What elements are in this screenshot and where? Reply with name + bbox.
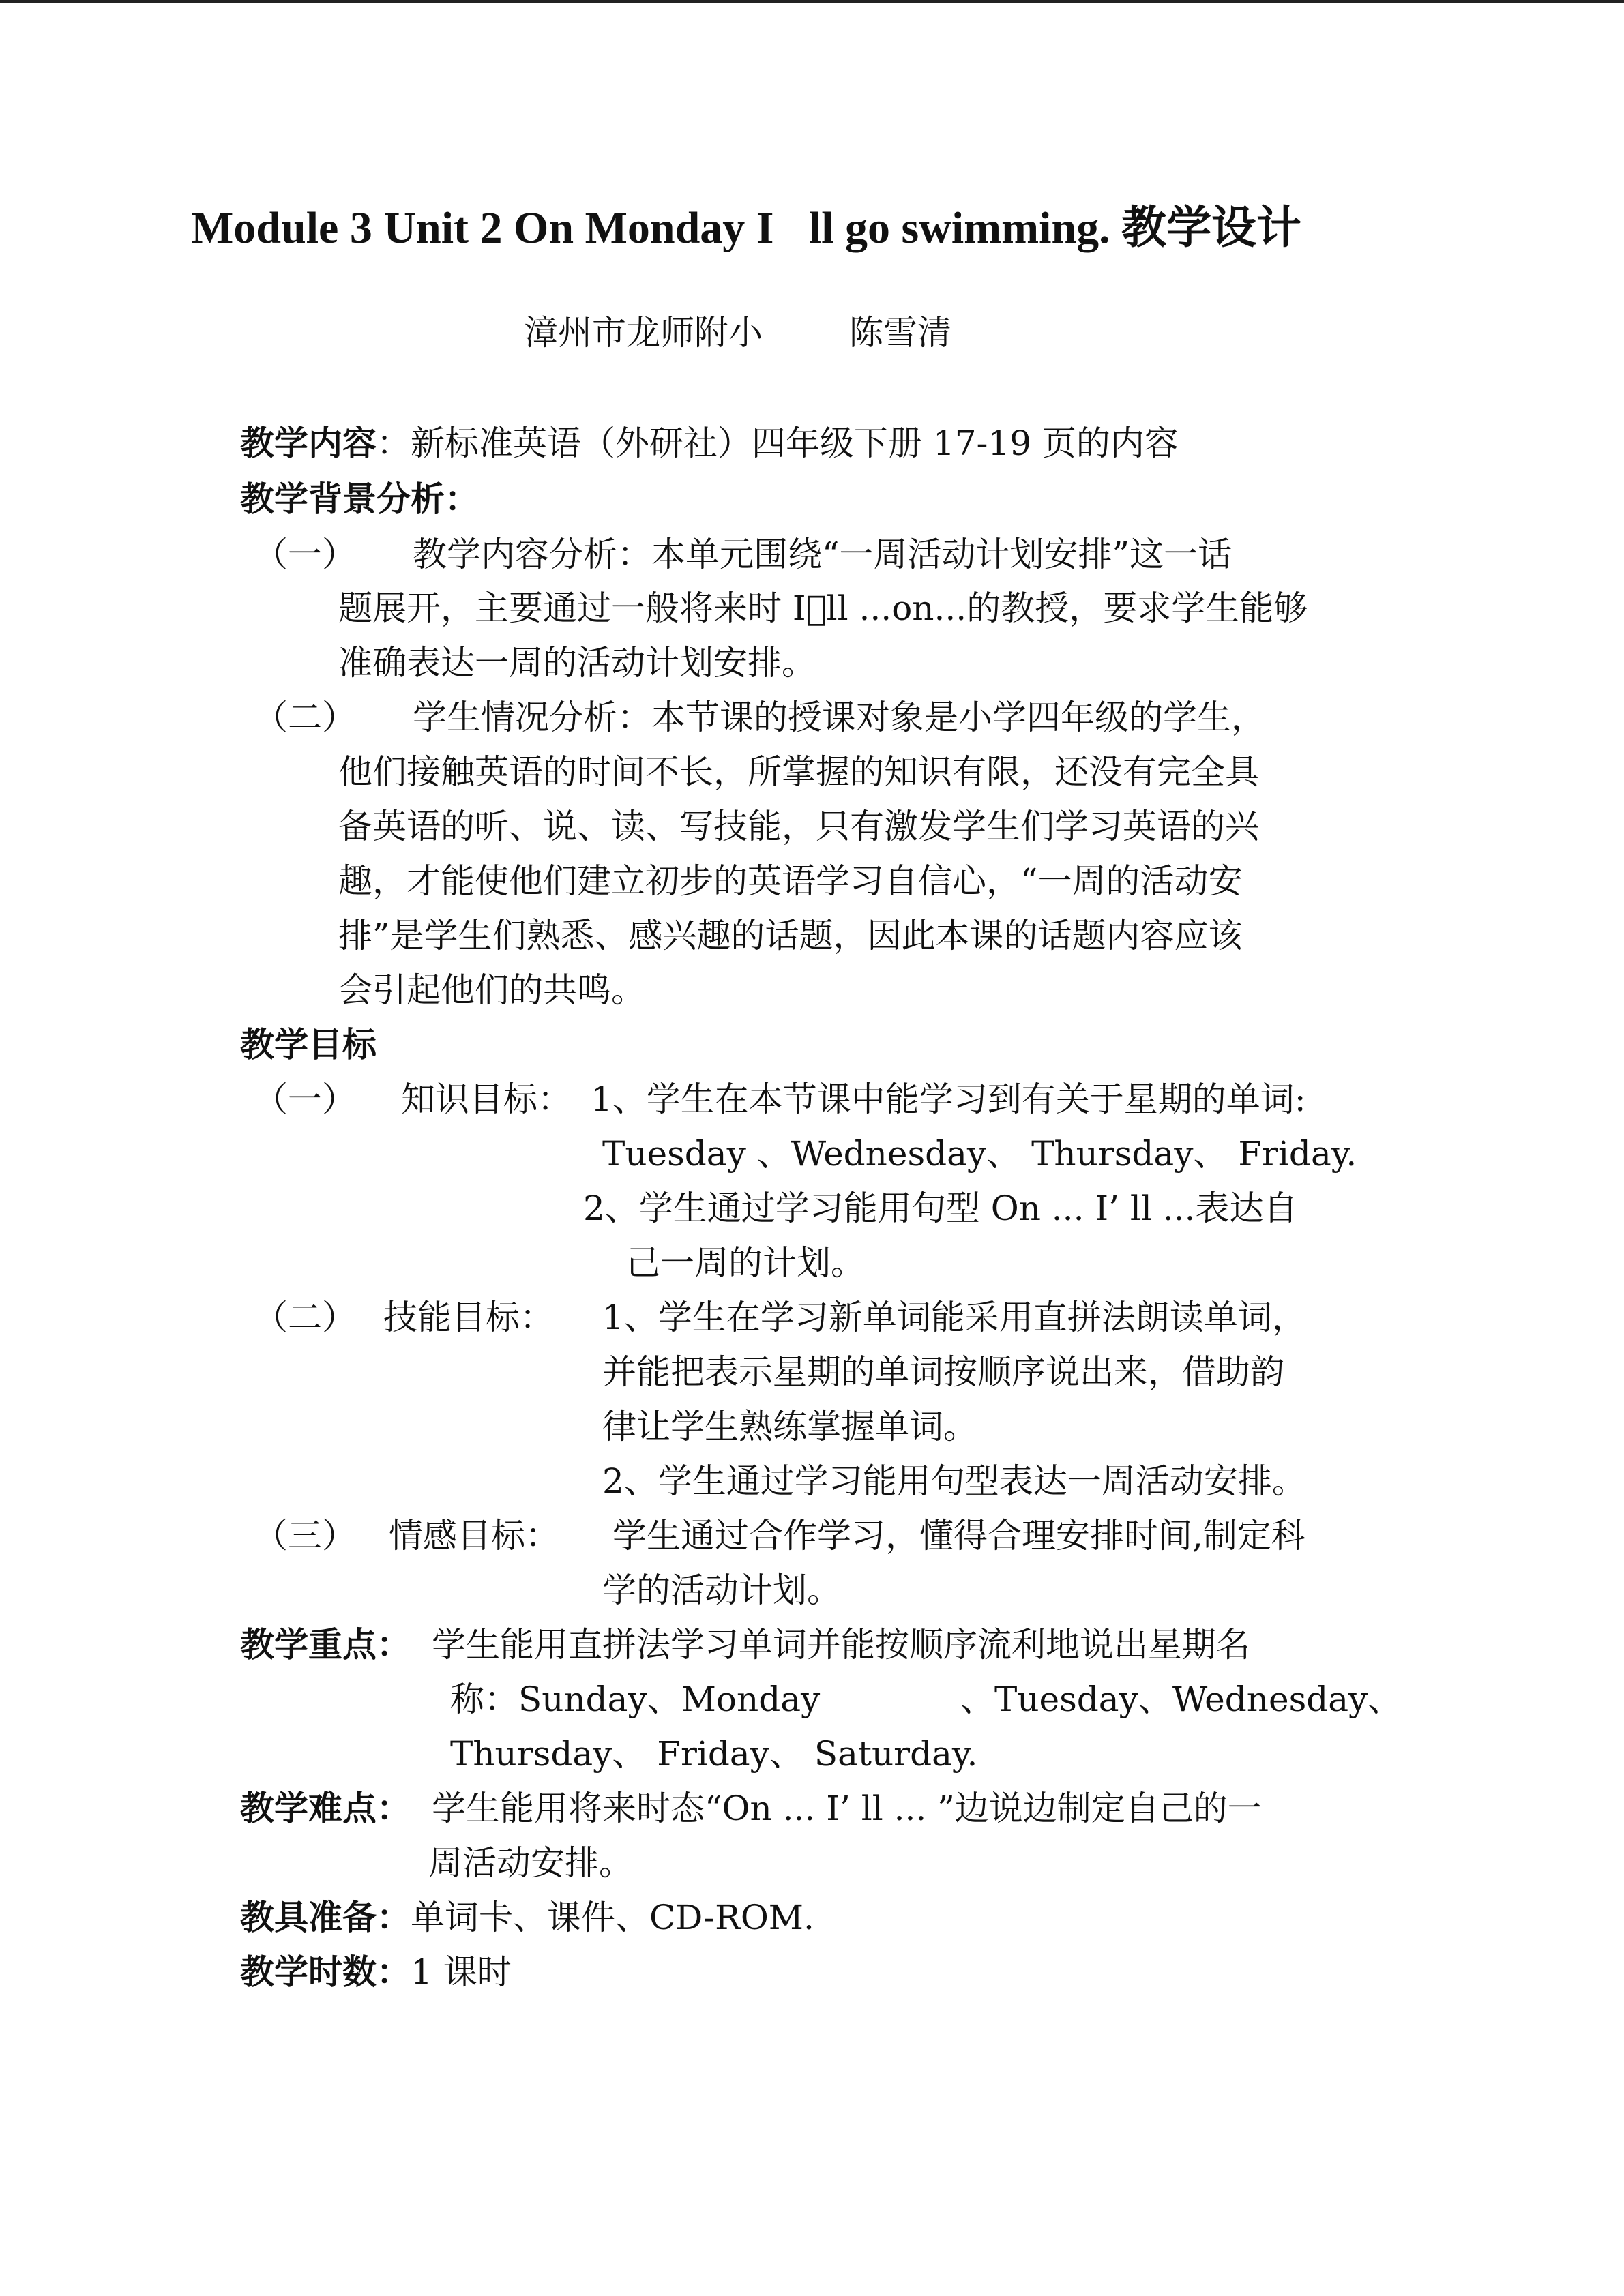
materials-section xyxy=(240,1897,814,1938)
background-item-2-line: 他们接触英语的时间不长，所掌握的知识有限，还没有完全具 xyxy=(338,752,1259,792)
key-points-line: Thursday、 Friday、 Saturday. xyxy=(450,1734,978,1774)
background-item-1-line: 教学内容分析：本单元围绕“一周活动计划安排”这一话 xyxy=(413,535,1232,574)
materials-label: 教具准备： xyxy=(240,1897,411,1937)
background-item-2-line: 备英语的听、说、读、写技能，只有激发学生们学习英语的兴 xyxy=(338,807,1259,846)
background-item-2-line: 趣，才能使他们建立初步的英语学习自信心，“一周的活动安 xyxy=(338,861,1243,901)
difficulties-line: 周活动安排。 xyxy=(428,1843,633,1883)
content-section xyxy=(240,423,1179,464)
key-points-line: 称：Sunday、Monday xyxy=(450,1680,821,1719)
background-item-1-line: 准确表达一周的活动计划安排。 xyxy=(338,643,816,683)
emotion-goal-line: 学的活动计划。 xyxy=(602,1570,841,1610)
background-heading: 教学背景分析： xyxy=(240,479,479,519)
background-item-1-line: 题展开，主要通过一般将来时 I ll ...on...的教授，要求学生能够 xyxy=(338,588,1308,628)
knowledge-goal-line: Tuesday 、Wednesday、 Thursday、 Friday. xyxy=(602,1134,1357,1174)
author-name: 陈雪清 xyxy=(849,313,951,353)
key-points-label: 教学重点： xyxy=(240,1624,411,1665)
knowledge-goal-line: 己一周的计划。 xyxy=(626,1243,865,1283)
hours-text: 1 课时 xyxy=(411,1952,512,1992)
skill-goal-label: 技能目标： xyxy=(383,1298,554,1337)
difficulties-line: 学生能用将来时态“On ... I’ ll ... ”边说边制定自己的一 xyxy=(432,1789,1262,1828)
skill-goal-line: 并能把表示星期的单词按顺序说出来，借助韵 xyxy=(602,1352,1284,1392)
content-label: 教学内容 xyxy=(240,423,377,463)
author-school: 漳州市龙师附小 xyxy=(524,313,763,353)
background-item-2-line: 排”是学生们熟悉、感兴趣的话题，因此本课的话题内容应该 xyxy=(338,916,1243,955)
knowledge-goal-marker: （一） xyxy=(254,1079,356,1119)
key-points-line: 、Tuesday、Wednesday、 xyxy=(960,1680,1402,1719)
knowledge-goal-line: 1、学生在本节课中能学习到有关于星期的单词: xyxy=(591,1079,1306,1119)
difficulties-label: 教学难点： xyxy=(240,1788,411,1828)
hours-label: 教学时数： xyxy=(240,1952,411,1992)
background-item-2-line: 会引起他们的共鸣。 xyxy=(338,970,645,1010)
emotion-goal-marker: （三） xyxy=(254,1516,356,1555)
goals-heading: 教学目标 xyxy=(240,1024,377,1064)
background-item-2-line: 学生情况分析：本节课的授课对象是小学四年级的学生， xyxy=(413,698,1265,737)
background-item-2-marker: （二） xyxy=(254,698,356,737)
knowledge-goal-label: 知识目标： xyxy=(401,1079,572,1119)
knowledge-goal-line: 2、学生通过学习能用句型 On ... I’ ll ...表达自 xyxy=(583,1189,1298,1228)
content-text: ：新标准英语（外研社）四年级下册 17-19 页的内容 xyxy=(377,423,1179,463)
background-item-1-marker: （一） xyxy=(254,535,356,574)
emotion-goal-line: 学生通过合作学习，懂得合理安排时间,制定科 xyxy=(612,1516,1305,1555)
skill-goal-line: 律让学生熟练掌握单词。 xyxy=(602,1407,977,1446)
materials-text: 单词卡、课件、CD-ROM. xyxy=(411,1898,814,1937)
skill-goal-line: 2、学生通过学习能用句型表达一周活动安排。 xyxy=(602,1461,1306,1501)
document-title: Module 3 Unit 2 On Monday I ll go swimming. 教学设计 xyxy=(191,203,1302,253)
skill-goal-marker: （二） xyxy=(254,1298,356,1337)
emotion-goal-label: 情感目标： xyxy=(389,1516,559,1555)
key-points-line: 学生能用直拼法学习单词并能按顺序流利地说出星期名 xyxy=(432,1625,1250,1665)
hours-section xyxy=(240,1952,512,1993)
skill-goal-line: 1、学生在学习新单词能采用直拼法朗读单词， xyxy=(602,1298,1306,1337)
page-top-border xyxy=(0,0,1624,3)
